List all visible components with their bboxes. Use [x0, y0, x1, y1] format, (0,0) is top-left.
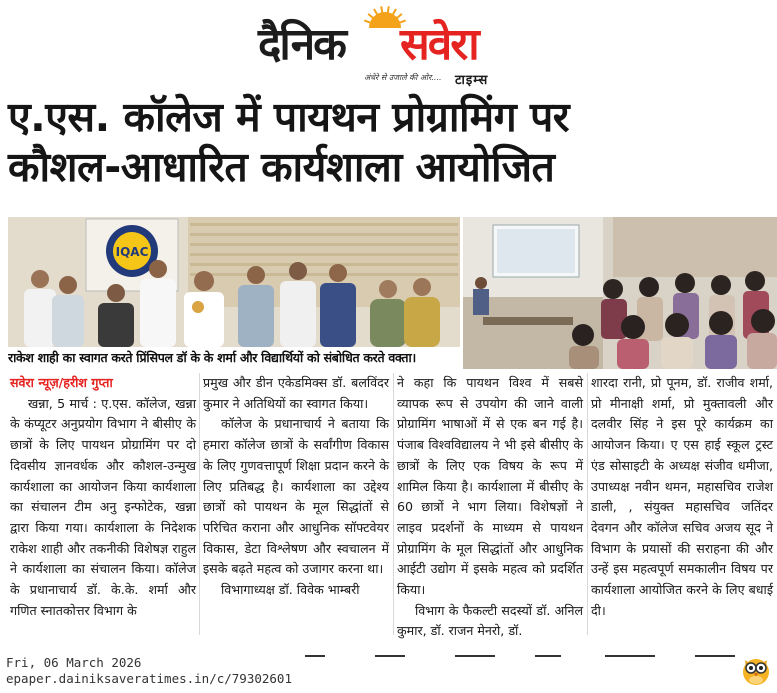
masthead: [0, 0, 777, 88]
article-column-2: [203, 373, 389, 601]
footer: [6, 655, 292, 687]
photo-caption: राकेश शाही का स्वागत करते प्रिंसिपल डॉ के के शर्मा और विद्यार्थियों को संबोधित करते वक्ता।: [8, 347, 460, 369]
column-divider: [199, 373, 200, 635]
column-divider: [587, 373, 588, 635]
footer-date: Fri, 06 March 2026: [6, 655, 142, 670]
headline-line-2: कौशल-आधारित कार्यशाला आयोजित: [8, 143, 555, 191]
article-col4-text: शारदा रानी, प्रो पूनम, डॉ. राजीव शर्मा, प्रो मीनाक्षी शर्मा, प्रो मुक्तावली और दलवीर सिंह ने इस पूरे कार्यक्रम का आयोजन किया। ए एस हाई स्कूल ट्रस्ट एंड सोसाइटी के अध्यक्ष संजीव धमीजा, उपाध्यक्ष नवीन थमन, महासचिव राजेश डाली, , संयुक्त महासचिव जतिंदर देवगन और कॉलेज सचिव अजय सूद ने विभाग के प्रयासों की सराहना की और उन्हें इस महत्वपूर्ण समकालीन विषय पर कार्यशाला आयोजित करने के लिए बधाई दी।: [591, 375, 773, 618]
owl-icon[interactable]: [740, 652, 772, 686]
article-col2-p3: विभागाध्यक्ष डॉ. विवेक भाम्बरी: [221, 582, 360, 598]
article-column-1: [10, 373, 196, 621]
masthead-times: टाइम्स: [455, 73, 489, 88]
masthead-name-savera: सवेरा: [400, 19, 478, 70]
article-col2-p1: प्रमुख और डीन एकेडमिक्स डॉ. बलविंदर कुमार ने अतिथियों का स्वागत किया।: [203, 375, 389, 411]
article-column-4: [591, 373, 773, 621]
masthead-tagline: अंधेरे से उजाले की ओर....: [364, 73, 442, 82]
iqac-banner-text: IQAC: [115, 245, 149, 259]
headline: [8, 92, 773, 192]
footer-url[interactable]: epaper.dainiksaveratimes.in/c/79302601: [6, 671, 292, 686]
article-col3-p1: ने कहा कि पायथन विश्व में सबसे व्यापक रूप से उपयोग की जाने वाली प्रोग्रामिंग भाषाओं में से एक बन गई है। पंजाब विश्वविद्यालय ने भी इसे बीसीए के छात्रों के लिए एक विषय के रूप में शामिल किया है। कार्यशाला में बीसीए के 60 छात्रों ने भाग लिया। विशेषज्ञों ने लाइव प्रदर्शनों के माध्यम से पायथन प्रोग्रामिंग के मूल सिद्धांतों और आधुनिक आईटी उद्योग में इसके महत्व को प्रदर्शित किया।: [397, 375, 583, 598]
masthead-name-dainik: दैनिक: [258, 19, 345, 70]
photo-welcome-ceremony: [8, 217, 460, 347]
article-byline: सवेरा न्यूज़/हरीश गुप्ता: [10, 375, 113, 390]
masthead-logo: [258, 4, 528, 88]
article-col2-p2: कॉलेज के प्रधानाचार्य ने बताया कि हमारा कॉलेज छात्रों के सर्वांगीण विकास के लिए गुणवत्तापूर्ण शिक्षा प्रदान करने के लिए प्रतिबद्ध है। कार्यशाला का उद्देश्य छात्रों को पायथन के मूल सिद्धांतों से परिचित कराना और आधुनिक सॉफ्टवेयर विकास, डेटा विश्लेषण और स्वचालन में इसके बढ़ते महत्व को उजागर करना था।: [203, 416, 389, 577]
article-col1-text: खन्ना, 5 मार्च : ए.एस. कॉलेज, खन्ना के कंप्यूटर अनुप्रयोग विभाग ने बीसीए के छात्रों के लिए पायथन प्रोग्रामिंग पर दो दिवसीय ज्ञानवर्धक और कौशल-उन्मुख कार्यशाला का आयोजन किया कार्यशाला का संचालन टीम अनु इन्फोटेक, खन्ना द्वारा किया गया। कार्यशाला के निदेशक राकेश शाही और तकनीकी विशेषज्ञ राहुल ने कार्यशाला का संचालन किया। कॉलेज के प्रधानाचार्य डॉ. के.के. शर्मा और गणित स्नातकोत्तर विभाग के: [10, 395, 196, 618]
article-column-3: [397, 373, 583, 642]
article-col3-p2: विभाग के फैकल्टी सदस्यों डॉ. अनिल कुमार, डॉ. राजन मेनरो, डॉ.: [397, 602, 583, 639]
next-article-fragment: [305, 651, 741, 661]
headline-line-1: ए.एस. कॉलेज में पायथन प्रोग्रामिंग पर: [8, 93, 570, 141]
column-divider: [393, 373, 394, 635]
photo-classroom: [463, 217, 777, 369]
